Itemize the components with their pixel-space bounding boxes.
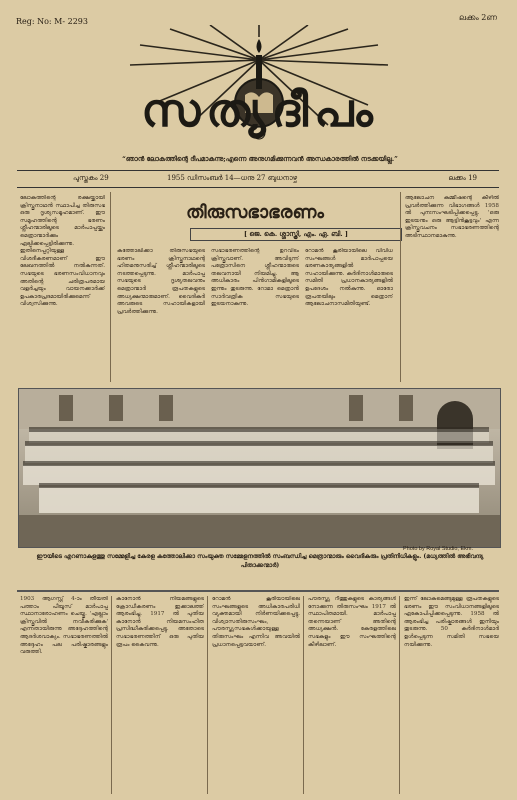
group-photograph — [18, 388, 501, 548]
column-divider — [207, 596, 208, 794]
column-divider — [110, 192, 111, 382]
photo-caption: ഈയിടെ എറണാകുളത്തു സമ്മേളിച്ച കേരള കത്തോലിക്കാ സംയുക്ത സമ്മേളനത്തിൽ സംബന്ധിച്ച മെത്രാന്മാരും വൈദികരും പ്രതിനിധികളും. (മധ്യത്തിൽ അഭിവന്ദ്യ പിതാക്കന്മാർ) — [36, 553, 484, 569]
body-column: റോമൻ കൂരിയായിലെ വിവിധ സംഘങ്ങൾ മാർപാപ്പയെ ഭരണകാര്യങ്ങളിൽ സഹായിക്കുന്നു. കർദിനാൾമാരുടെ സമിതി പ്രധാനകാര്യങ്ങളിൽ ഉപദേശം നൽകുന്നു. ഓരോ രൂപതയിലും മെത്രാന് ആലോചനാസമിതിയുണ്ട്. — [305, 248, 393, 308]
lower-column: 1903 ആഗസ്റ്റ് 4-ാം തീയതി പത്താം പീയൂസ് മാർപാപ്പ സ്ഥാനാരോഹണം ചെയ്തു. 'എല്ലാം ക്രിസ്തുവിൽ നവീകരിക്കുക' എന്നതായിരുന്നു അദ്ദേഹത്തിന്റെ ആദർശവാക്യം. സഭാഭരണത്തിൽ അദ്ദേഹം പല പരിഷ്കാരങ്ങളും വരുത്തി. — [20, 596, 108, 656]
column-divider — [400, 192, 401, 382]
issue-tag: ലക്കം 2ണ — [459, 13, 497, 22]
column-divider — [399, 596, 400, 794]
tagline: “ഞാൻ ലോകത്തിന്റെ ദീപമാകുന്നു;എന്നെ അനുഗമിക്കുന്നവൻ അന്ധകാരത്തിൽ നടക്കയില്ല.” — [122, 155, 398, 163]
photo-credit: Photo by Royal Studio, Ekm. — [403, 546, 474, 552]
newspaper-title: സത്യദീപം — [141, 83, 379, 137]
column-divider — [303, 596, 304, 794]
issue-number: ലക്കം 19 — [448, 174, 477, 182]
article-author: [ ജെ. കെ. ശ്ശാസ്ത്രി, എം. ഏ. ബി. ] — [190, 228, 402, 241]
lower-column: റോമൻ കൂരിയായിലെ സംഘങ്ങളുടെ അധികാരപരിധി വ്യക്തമായി നിർണയിക്കപ്പെട്ടു. വിശ്വാസതിരുസംഘം, പൗരസ്ത്യസഭകൾക്കായുള്ള തിരുസംഘം എന്നിവ അവയിൽ പ്രധാനപ്പെട്ടവയാണ്. — [212, 596, 300, 648]
lower-column: കാനോൻ നിയമങ്ങളുടെ ക്രോഡീകരണം ഇക്കാലത്ത് ആരംഭിച്ചു. 1917 ൽ പുതിയ കാനോൻ നിയമസംഹിത പ്രസിദ്ധീകരിക്കപ്പെട്ടു. അതോടെ സഭാഭരണത്തിന് ഒരു പുതിയ രൂപം കൈവന്നു. — [116, 596, 204, 648]
column-divider — [111, 596, 112, 794]
group-photo-image — [19, 389, 500, 547]
lower-column: പൗരസ്ത്യ റീത്തുകളുടെ കാര്യങ്ങൾ നോക്കുന്ന തിരുസംഘം 1917 ൽ സ്ഥാപിതമായി. മാർപാപ്പ തന്നെയാണ് അതിന്റെ അധ്യക്ഷൻ. കേരളത്തിലെ സഭകളും ഈ സംഘത്തിന്റെ കീഴിലാണ്. — [308, 596, 396, 648]
intro-column: ലോകത്തിന്റെ രക്ഷയ്ക്കായി ക്രിസ്തുനാഥൻ സ്ഥാപിച്ച തിരുസഭ ഒരു ദൃശ്യസമൂഹമാണ്. ഈ സമൂഹത്തിന്റെ ഭരണം ശ്ലീഹന്മാരിലൂടെ മാർപാപ്പയ്ക്കും മെത്രാന്മാർക്കും ഏല്പിക്കപ്പെട്ടിരിക്കുന്നു. ഇതിനെപ്പറ്റിയുള്ള വിശദീകരണമാണ് ഈ ലേഖനത്തിൽ നൽകുന്നത്. സഭയുടെ ഭരണസംവിധാനവും അതിന്റെ ചരിത്രപരമായ വളർച്ചയും വായനക്കാർക്ക് ഉപകാരപ്രദമായിരിക്കുമെന്ന് വിശ്വസിക്കുന്നു. — [20, 195, 105, 308]
body-column: സഭാഭരണത്തിന്റെ ഉറവിടം ക്രിസ്തുവാണ്. അവിടുന്ന് പത്രോസിനെ ശ്ലീഹന്മാരുടെ തലവനായി നിയമിച്ചു. ആ അധികാരം പിൻഗാമികളിലൂടെ ഇന്നും തുടരുന്നു. റോമാ മെത്രാൻ സാർവത്രിക സഭയുടെ ഇടയനാകുന്നു. — [211, 248, 299, 308]
body-column: ആലോചന കമ്മീഷന്റെ കീഴിൽ പ്രവർത്തിക്കുന്ന വിഭാഗങ്ങൾ 1958 ൽ പുനഃസംഘടിപ്പിക്കപ്പെട്ടു. 'ഒരു ഇടയനും ഒരു ആട്ടിൻകൂട്ടവും' എന്ന ക്രിസ്തുവചനം സഭാഭരണത്തിന്റെ അടിസ്ഥാനമാകുന്നു. — [405, 195, 499, 239]
lower-column: ഇന്ന് ലോകമെങ്ങുമുള്ള രൂപതകളുടെ ഭരണം ഈ സംവിധാനങ്ങളിലൂടെ ഏകോപിപ്പിക്കപ്പെടുന്നു. 1958 ൽ ആരംഭിച്ച പരിഷ്കാരങ്ങൾ ഇനിയും തുടരുന്നു. 50 കർദിനാൾമാർ ഉൾപ്പെടുന്ന സമിതി സഭയെ നയിക്കുന്നു. — [404, 596, 499, 648]
issue-info-bar — [17, 170, 499, 188]
issue-date: 1955 ഡിസംബർ 14—ധനു 27 ബുധനാഴ്ച — [167, 174, 298, 182]
body-column: കത്തോലിക്കാ തിരുസഭയുടെ ഭരണം ക്രിസ്തുനാഥന്റെ ഹിതമനുസരിച്ച് ശ്ലീഹന്മാരിലൂടെ നടത്തപ്പെടുന്നു. മാർപാപ്പ സഭയുടെ ദൃശ്യതലവനും മെത്രാന്മാർ രൂപതകളുടെ അധ്യക്ഷന്മാരുമാണ്. വൈദികർ അവരുടെ സഹായികളായി പ്രവർത്തിക്കുന്നു. — [117, 248, 205, 315]
article-title: തിരുസഭാഭരണം — [186, 202, 324, 223]
volume-label: പുസ്തകം 29 — [73, 174, 109, 182]
registration-number: Reg: No: M- 2293 — [16, 17, 88, 26]
masthead — [20, 25, 498, 160]
section-divider — [17, 590, 499, 592]
